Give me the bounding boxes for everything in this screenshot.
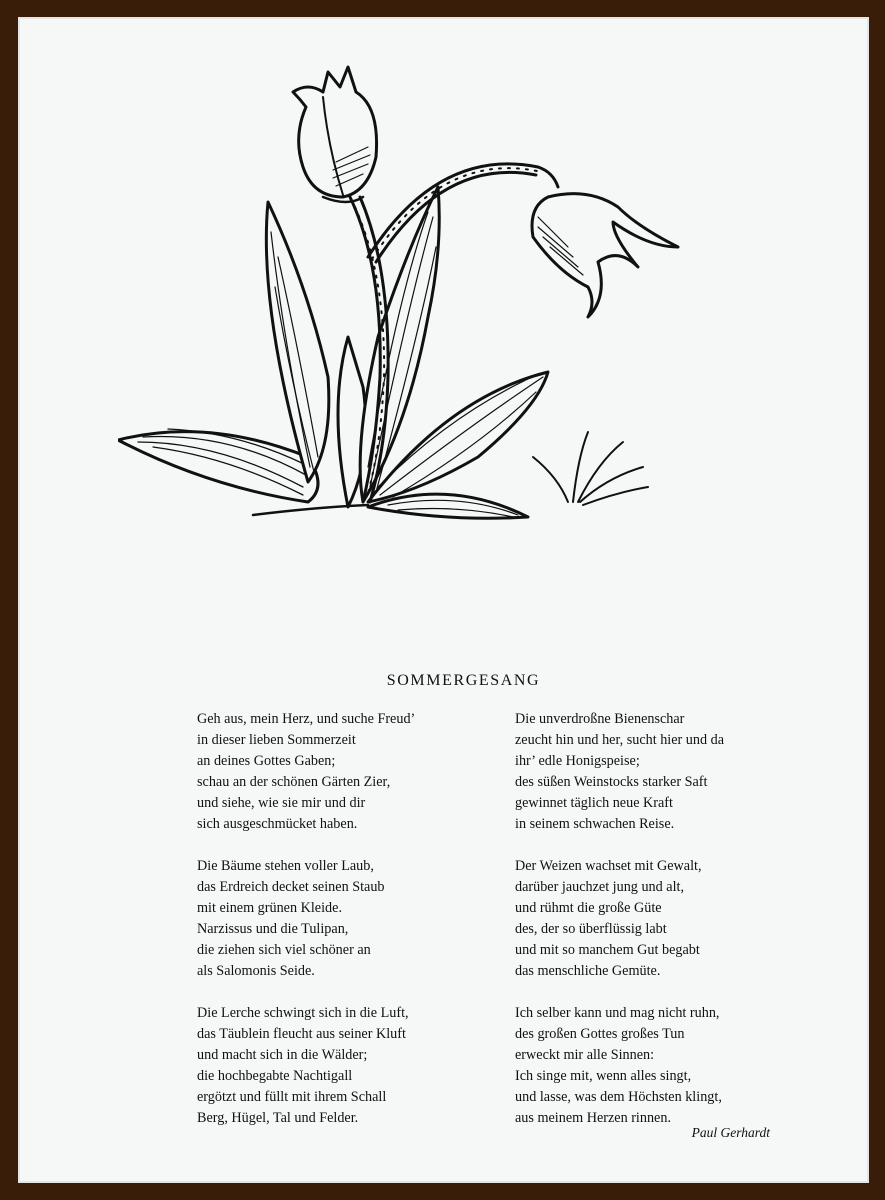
poem-line: Ich selber kann und mag nicht ruhn, [515,1005,720,1021]
poem-line: Die unverdroßne Bienenschar [515,711,685,727]
poem-line: an deines Gottes Gaben; [197,753,336,769]
poem-line: und rühmt die große Güte [515,900,662,916]
poem-title: SOMMERGESANG [386,672,541,689]
poem-line: Geh aus, mein Herz, und suche Freud’ [197,711,416,727]
poem-left-column [197,709,517,1150]
stanza [515,1003,815,1129]
poem-line: Der Weizen wachset mit Gewalt, [515,858,702,874]
poem-line: des großen Gottes großes Tun [515,1026,685,1042]
stanza [515,856,815,982]
poem-right-column [515,709,815,1150]
poem-line: mit einem grünen Kleide. [197,900,342,916]
stanza [197,1003,517,1129]
poem-line: schau an der schönen Gärten Zier, [197,774,391,790]
tulip-illustration [118,47,718,527]
poem-line: Berg, Hügel, Tal und Felder. [197,1110,359,1126]
poem-line: des, der so überflüssig labt [515,921,667,937]
poem-line: ihr’ edle Honigspeise; [515,753,640,769]
poem-line: und lasse, was dem Höchsten klingt, [515,1089,722,1105]
poem-line: das menschliche Gemüte. [515,963,661,979]
poem-line: gewinnet täglich neue Kraft [515,795,673,811]
poem-line: und siehe, wie sie mir und dir [197,795,366,811]
poem-line: und mit so manchem Gut begabt [515,942,700,958]
poem-line: ergötzt und füllt mit ihrem Schall [197,1089,387,1105]
poem-line: als Salomonis Seide. [197,963,315,979]
poem-line: in dieser lieben Sommerzeit [197,732,356,748]
poem-line: die hochbegabte Nachtigall [197,1068,353,1084]
poem-line: Narzissus und die Tulipan, [197,921,349,937]
poem-line: des süßen Weinstocks starker Saft [515,774,708,790]
poem-author: Paul Gerhardt [691,1125,770,1140]
poem-page [18,17,869,1183]
poem-line: Ich singe mit, wenn alles singt, [515,1068,692,1084]
poem-line: darüber jauchzet jung und alt, [515,879,685,895]
stanza [197,856,517,982]
stanza [515,709,815,835]
stanza [197,709,517,835]
poem-line: aus meinem Herzen rinnen. [515,1110,672,1126]
poem-line: Die Lerche schwingt sich in die Luft, [197,1005,409,1021]
poem-line: Die Bäume stehen voller Laub, [197,858,374,874]
poem-line: zeucht hin und her, sucht hier und da [515,732,725,748]
poem-line: erweckt mir alle Sinnen: [515,1047,655,1063]
poem-line: in seinem schwachen Reise. [515,816,675,832]
poem-line: das Erdreich decket seinen Staub [197,879,385,895]
poem-line: die ziehen sich viel schöner an [197,942,371,958]
poem-line: das Täublein fleucht aus seiner Kluft [197,1026,406,1042]
poem-line: sich ausgeschmücket haben. [197,816,358,832]
poem-line: und macht sich in die Wälder; [197,1047,368,1063]
